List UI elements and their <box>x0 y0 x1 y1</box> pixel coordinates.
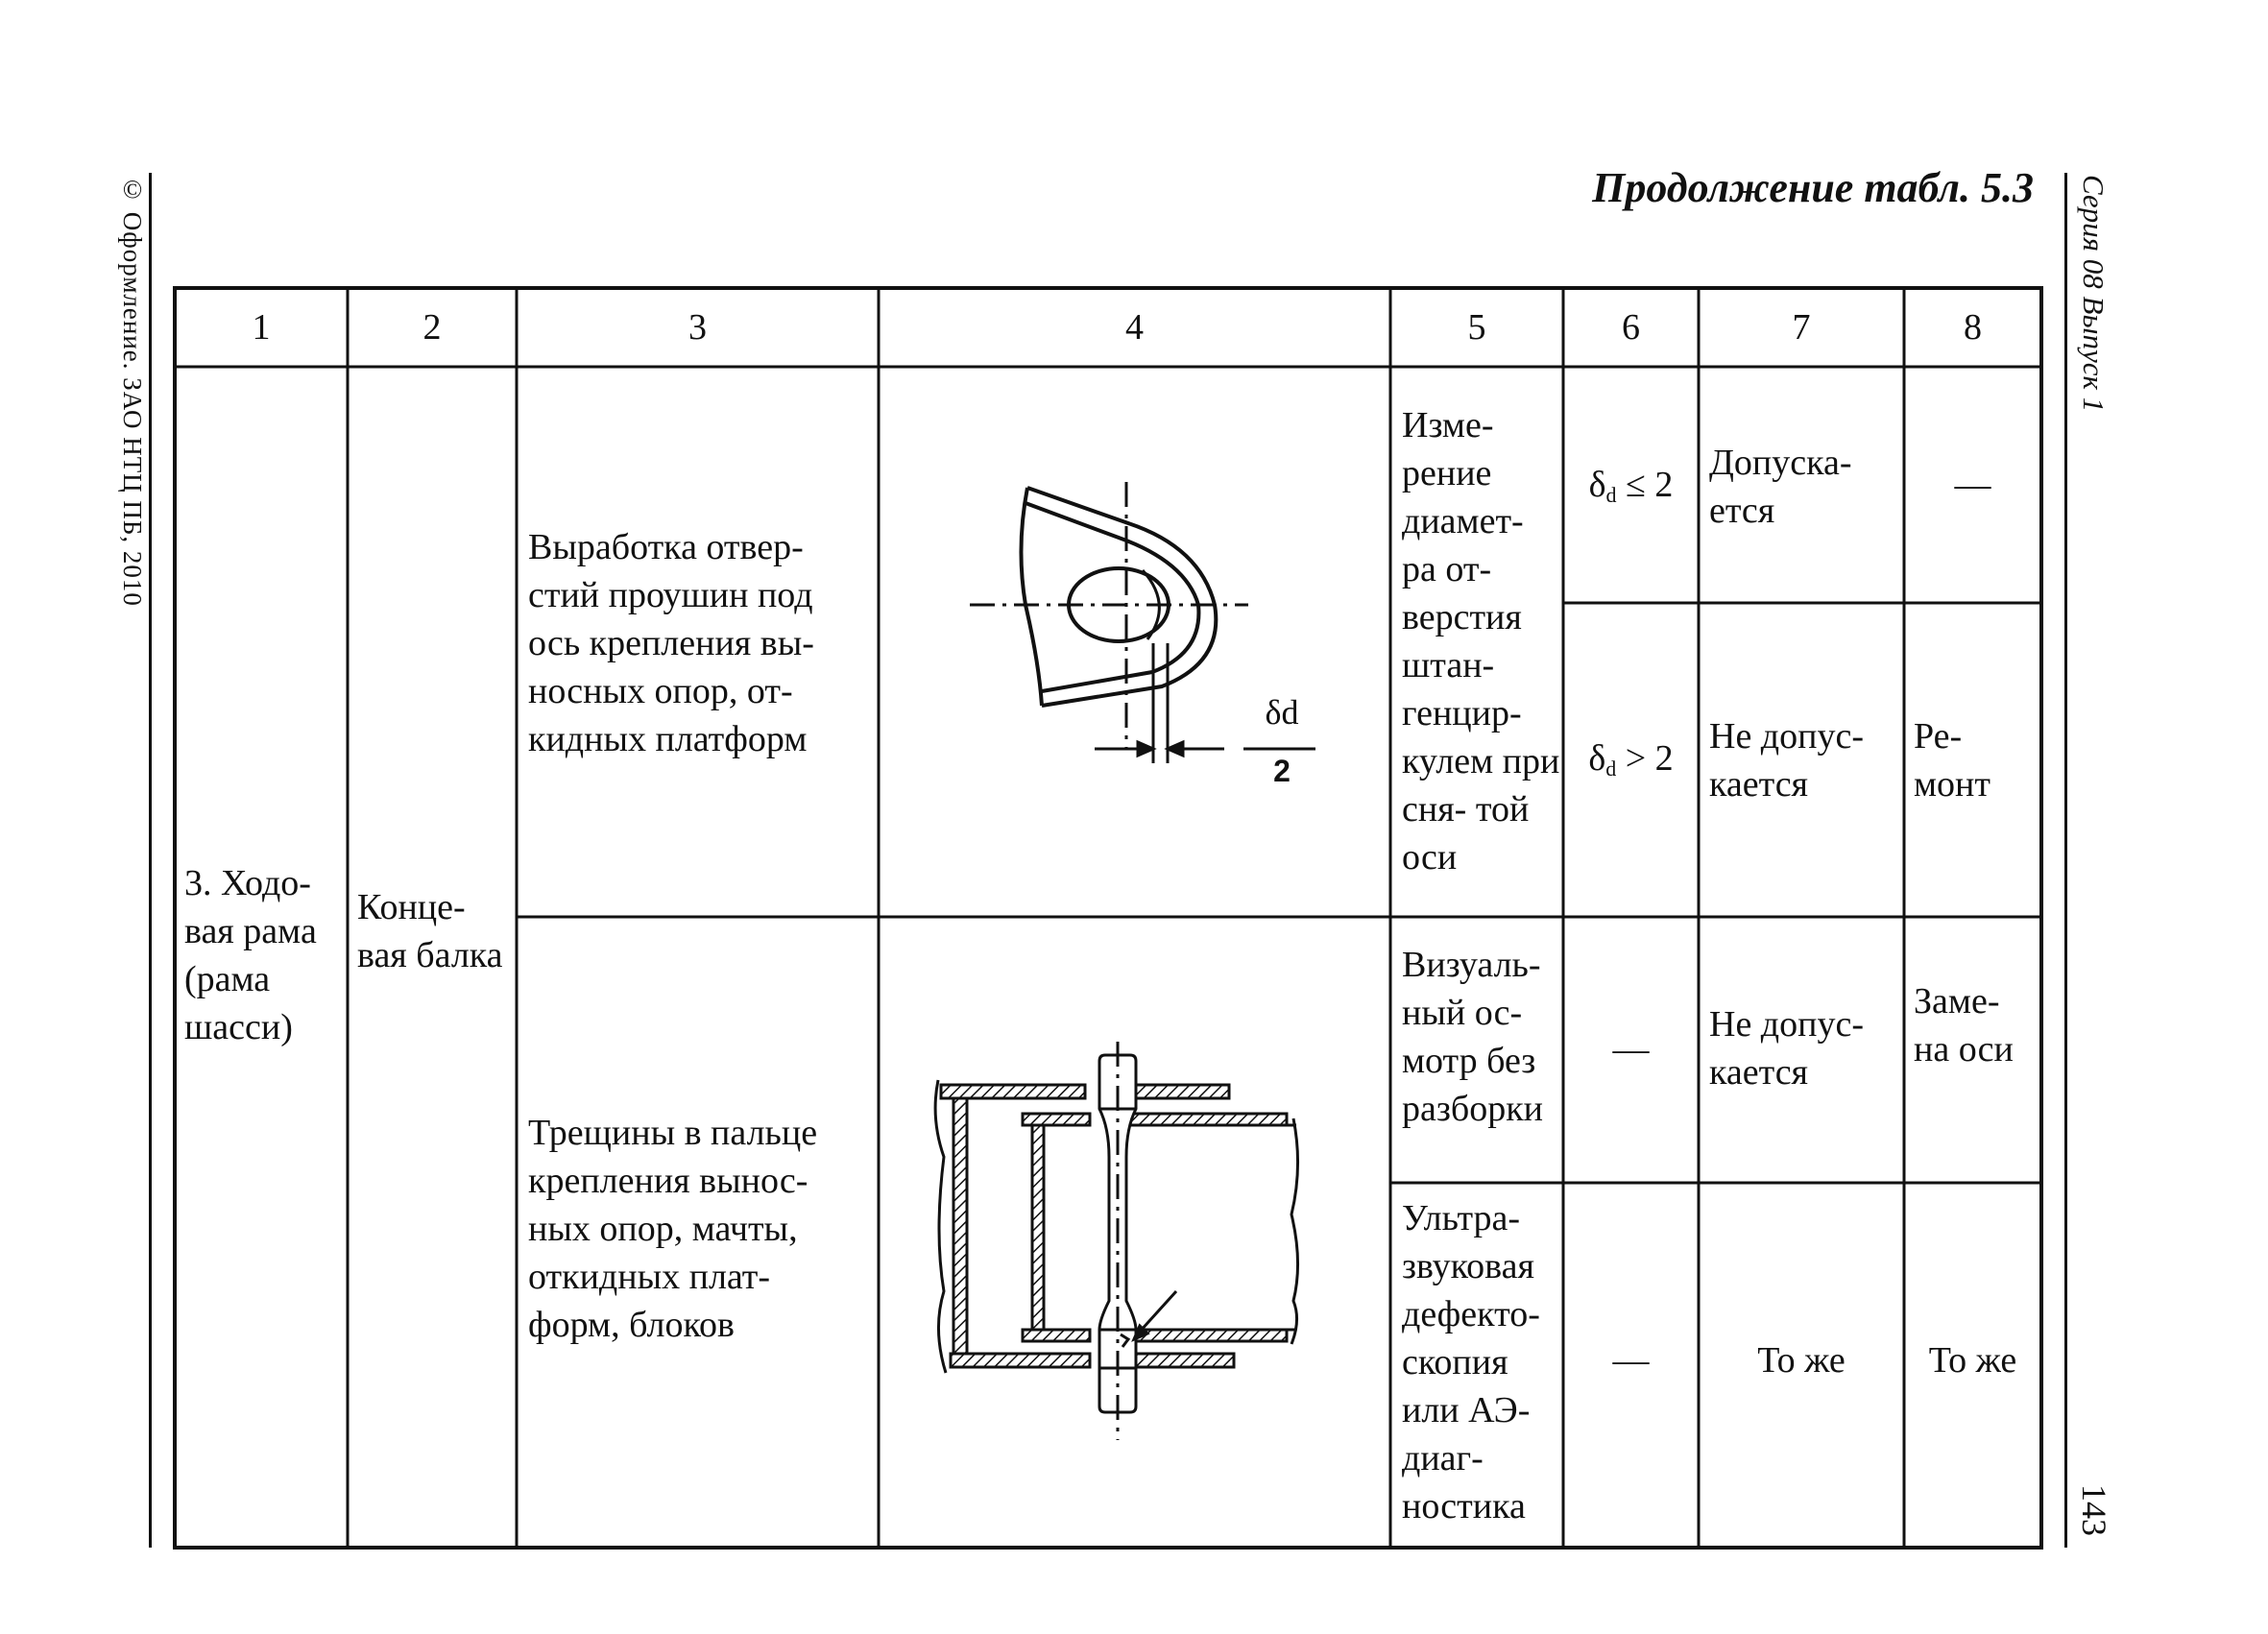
method-cell-ultrasound: Ультра- звуковая дефекто- скопия или АЭ-диаг- ностика <box>1402 1198 1540 1526</box>
defect-cell-cracks: Трещины в пальце крепления вынос- ных опор, мачты, откидных плат- форм, блоков <box>528 1113 818 1345</box>
copyright-note: © Оформление. ЗАО НТЦ ПБ, 2010 <box>118 175 147 607</box>
page-number: 143 <box>2075 1484 2113 1536</box>
header-col-7: 7 <box>1792 307 1811 348</box>
action-cell-2: Ре- монт <box>1914 716 1991 805</box>
defect-cell-wear: Выработка отвер- стий проушин под ось крепления вы- носных опор, от- кидных платформ <box>528 527 814 759</box>
assessment-cell-1: Допуска- ется <box>1709 443 1852 531</box>
header-col-4: 4 <box>1125 307 1144 348</box>
method-cell-measure: Изме- рение диамет- ра от- верстия штан- генцир- кулем при сня- той оси <box>1402 405 1560 877</box>
table-continuation-title: Продолжение табл. 5.3 <box>1592 164 2034 211</box>
method-cell-visual: Визуаль- ный ос- мотр без разборки <box>1402 945 1544 1129</box>
fig-label-numerator: δd <box>1265 693 1299 732</box>
header-col-5: 5 <box>1467 307 1486 348</box>
action-cell-1: — <box>1954 465 1991 505</box>
assessment-cell-3: Не допус- кается <box>1709 1004 1864 1093</box>
assessment-cell-4: То же <box>1757 1340 1846 1381</box>
criterion-cell-2: $\delta_d > 2$ <box>1588 738 1674 781</box>
element-name-cell: 3. Ходо- вая рама (рама шасси) <box>184 863 317 1047</box>
criterion-cell-3: — <box>1612 1029 1650 1069</box>
fig-label-denominator: 2 <box>1273 754 1291 788</box>
criterion-cell-1: $\delta_d \le 2$ <box>1588 465 1674 507</box>
header-col-1: 1 <box>252 307 271 348</box>
header-col-2: 2 <box>422 307 442 348</box>
pin-crack-drawing <box>917 1042 1359 1445</box>
series-label: Серия 08 Выпуск 1 <box>2077 175 2111 413</box>
action-cell-3: Заме- на оси <box>1914 981 2014 1069</box>
header-col-8: 8 <box>1964 307 1982 348</box>
assessment-cell-2: Не допус- кается <box>1709 716 1864 805</box>
component-name-cell: Конце- вая балка <box>357 887 503 975</box>
header-col-3: 3 <box>688 307 707 348</box>
action-cell-4: То же <box>1928 1340 2017 1381</box>
header-col-6: 6 <box>1622 307 1640 348</box>
criterion-cell-4: — <box>1612 1340 1650 1381</box>
